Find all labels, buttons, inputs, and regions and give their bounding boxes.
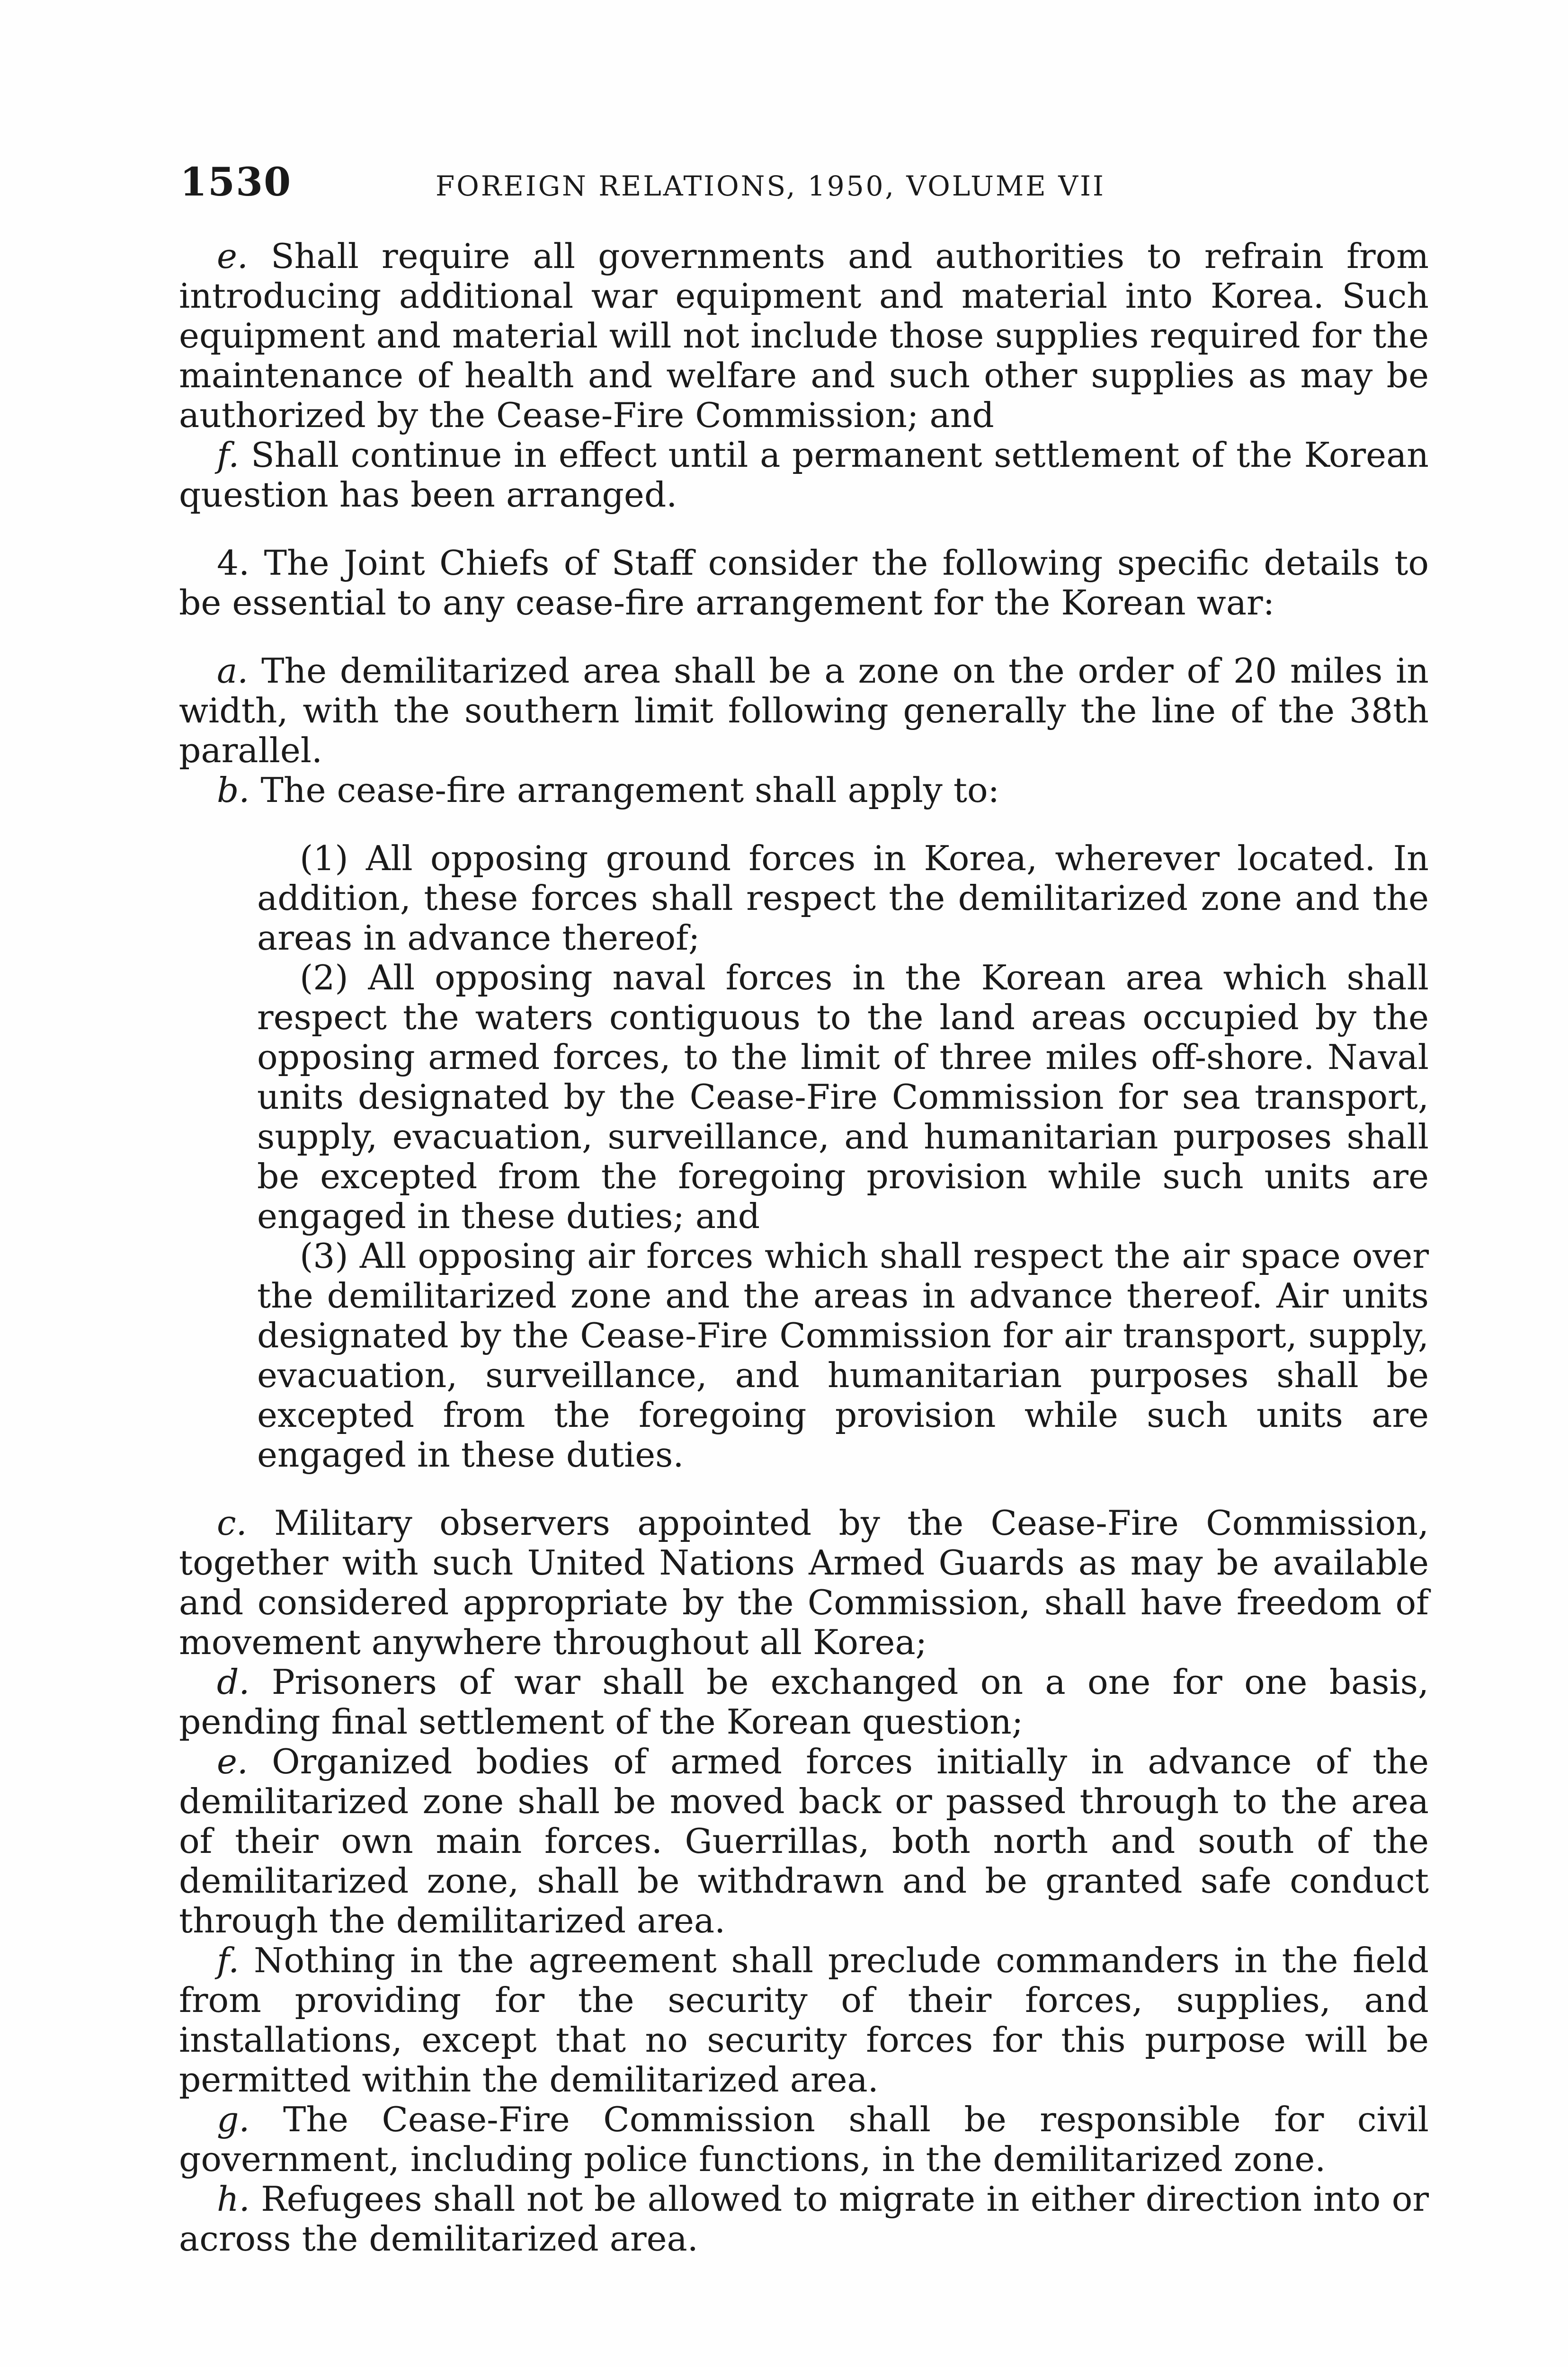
document-body — [179, 237, 1429, 2259]
paragraph-3f — [179, 436, 1429, 515]
paragraph-4b-3: (3) All opposing air forces which shall respect the air space over the demilitarized zone and the areas in advance thereof. Air units designated by the Cease-Fire Commission for air transport, supply, evacuation, surveillance, and humanitarian purposes shall be excepted from the foregoing provision while such units are engaged in these duties. — [257, 1237, 1429, 1475]
item-text: Prisoners of war shall be exchanged on a one for one basis, pending final settlement of the Korean question; — [179, 1663, 1429, 1742]
paragraph-4b-1: (1) All opposing ground forces in Korea, wherever located. In addition, these forces shall respect the demilitarized zone and the areas in advance thereof; — [257, 839, 1429, 958]
item-label: h. — [217, 2180, 250, 2219]
paragraph-4g — [179, 2100, 1429, 2180]
paragraph-4d — [179, 1663, 1429, 1742]
paragraph-4b — [179, 771, 1429, 810]
item-text: Nothing in the agreement shall preclude commanders in the field from providing for the security of their forces, supplies, and installations, except that no security forces for this purpose will be permitted within the demilitarized area. — [179, 1941, 1429, 2100]
paragraph-4h — [179, 2180, 1429, 2259]
item-text: Organized bodies of armed forces initially in advance of the demilitarized zone shall be moved back or passed through to the area of their own main forces. Guerrillas, both north and south of the demilitarized zone, shall be withdrawn and be granted safe conduct through the demilitarized area. — [179, 1742, 1429, 1941]
paragraph-4f — [179, 1941, 1429, 2100]
item-label: b. — [217, 771, 250, 810]
paragraph-3e — [179, 237, 1429, 436]
running-head: FOREIGN RELATIONS, 1950, VOLUME VII — [436, 170, 1105, 202]
item-label: c. — [217, 1504, 247, 1543]
item-label: g. — [217, 2100, 250, 2140]
paragraph-4b-2: (2) All opposing naval forces in the Korean area which shall respect the waters contiguous to the land areas occupied by the opposing armed forces, to the limit of three miles off-shore. Naval units designated by the Cease-Fire Commission for sea transport, supply, evacuation, surveillance, and humanitarian purposes shall be excepted from the foregoing provision while such units are engaged in these duties; and — [257, 958, 1429, 1237]
paragraph-4e — [179, 1742, 1429, 1941]
paragraph-4-intro: 4. The Joint Chiefs of Staff consider the following specific details to be essential to any cease-fire arrangement for the Korean war: — [179, 543, 1429, 623]
item-text: Refugees shall not be allowed to migrate in either direction into or across the demilitarized area. — [179, 2180, 1429, 2259]
paragraph-4a — [179, 651, 1429, 771]
item-label: f. — [217, 1941, 240, 1981]
item-text: The demilitarized area shall be a zone on the order of 20 miles in width, with the southern limit following generally the line of the 38th parallel. — [179, 651, 1429, 771]
item-text: The cease-fire arrangement shall apply to: — [260, 771, 1000, 810]
item-label: f. — [217, 436, 240, 475]
page-header — [180, 156, 1430, 208]
item-text: The Cease-Fire Commission shall be responsible for civil government, including police functions, in the demilitarized zone. — [179, 2100, 1429, 2180]
page-number: 1530 — [180, 160, 292, 205]
item-label: a. — [217, 651, 249, 691]
paragraph-4c — [179, 1504, 1429, 1663]
item-label: e. — [217, 237, 248, 276]
item-label: d. — [217, 1663, 250, 1702]
item-text: Shall continue in effect until a permanent settlement of the Korean question has been arranged. — [179, 436, 1429, 515]
item-text: Military observers appointed by the Cease-Fire Commission, together with such United Nations Armed Guards as may be available and considered appropriate by the Commission, shall have freedom of movement anywhere throughout all Korea; — [179, 1504, 1429, 1663]
item-label: e. — [217, 1742, 248, 1782]
item-text: Shall require all governments and authorities to refrain from introducing additional war equipment and material into Korea. Such equipment and material will not include those supplies required for the maintenance of health and welfare and such other supplies as may be authorized by the Cease-Fire Commission; and — [179, 237, 1429, 436]
